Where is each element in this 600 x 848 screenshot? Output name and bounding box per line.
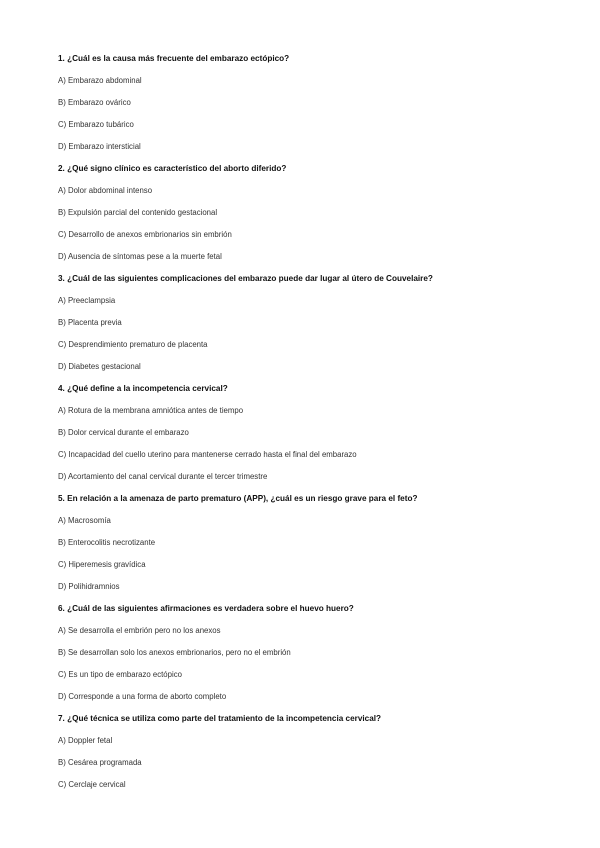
answer-option-d: D) Diabetes gestacional (58, 362, 141, 371)
answer-option-a: A) Embarazo abdominal (58, 76, 142, 85)
answer-option-c: C) Desarrollo de anexos embrionarios sin embrión (58, 230, 232, 239)
answer-option-b: B) Enterocolitis necrotizante (58, 538, 156, 547)
answer-option-b: B) Embarazo ovárico (58, 98, 131, 107)
quiz-document (58, 54, 578, 802)
answer-option-d: D) Ausencia de síntomas pese a la muerte fetal (58, 252, 222, 261)
answer-option-c: C) Embarazo tubárico (58, 120, 134, 129)
question-4 (58, 384, 578, 482)
question-text: 3. ¿Cuál de las siguientes complicaciones del embarazo puede dar lugar al útero de Couvelaire? (58, 274, 433, 283)
question-text: 2. ¿Qué signo clínico es característico del aborto diferido? (58, 164, 287, 173)
question-text: 6. ¿Cuál de las siguientes afirmaciones es verdadera sobre el huevo huero? (58, 604, 354, 613)
answer-option-a: A) Macrosomía (58, 516, 111, 525)
answer-option-a: A) Rotura de la membrana amniótica antes de tiempo (58, 406, 244, 415)
answer-option-b: B) Se desarrollan solo los anexos embrionarios, pero no el embrión (58, 648, 291, 657)
question-7 (58, 714, 578, 790)
question-text: 7. ¿Qué técnica se utiliza como parte del tratamiento de la incompetencia cervical? (58, 714, 382, 723)
question-5 (58, 494, 578, 592)
question-text: 1. ¿Cuál es la causa más frecuente del embarazo ectópico? (58, 54, 290, 63)
answer-option-b: B) Placenta previa (58, 318, 122, 327)
question-3 (58, 274, 578, 372)
answer-option-c: C) Cerclaje cervical (58, 780, 126, 789)
question-text: 5. En relación a la amenaza de parto prematuro (APP), ¿cuál es un riesgo grave para el feto? (58, 494, 418, 503)
answer-option-a: A) Dolor abdominal intenso (58, 186, 153, 195)
answer-option-c: C) Hiperemesis gravídica (58, 560, 146, 569)
answer-option-a: A) Preeclampsia (58, 296, 116, 305)
answer-option-c: C) Es un tipo de embarazo ectópico (58, 670, 182, 679)
answer-option-d: D) Acortamiento del canal cervical durante el tercer trimestre (58, 472, 268, 481)
question-text: 4. ¿Qué define a la incompetencia cervical? (58, 384, 228, 393)
answer-option-a: A) Doppler fetal (58, 736, 113, 745)
answer-option-c: C) Desprendimiento prematuro de placenta (58, 340, 208, 349)
answer-option-d: D) Embarazo intersticial (58, 142, 141, 151)
answer-option-b: B) Expulsión parcial del contenido gestacional (58, 208, 218, 217)
question-6 (58, 604, 578, 702)
answer-option-b: B) Dolor cervical durante el embarazo (58, 428, 189, 437)
answer-option-a: A) Se desarrolla el embrión pero no los anexos (58, 626, 221, 635)
answer-option-d: D) Corresponde a una forma de aborto completo (58, 692, 227, 701)
question-2 (58, 164, 578, 262)
answer-option-c: C) Incapacidad del cuello uterino para mantenerse cerrado hasta el final del embarazo (58, 450, 357, 459)
answer-option-b: B) Cesárea programada (58, 758, 142, 767)
answer-option-d: D) Polihidramnios (58, 582, 120, 591)
question-1 (58, 54, 578, 152)
